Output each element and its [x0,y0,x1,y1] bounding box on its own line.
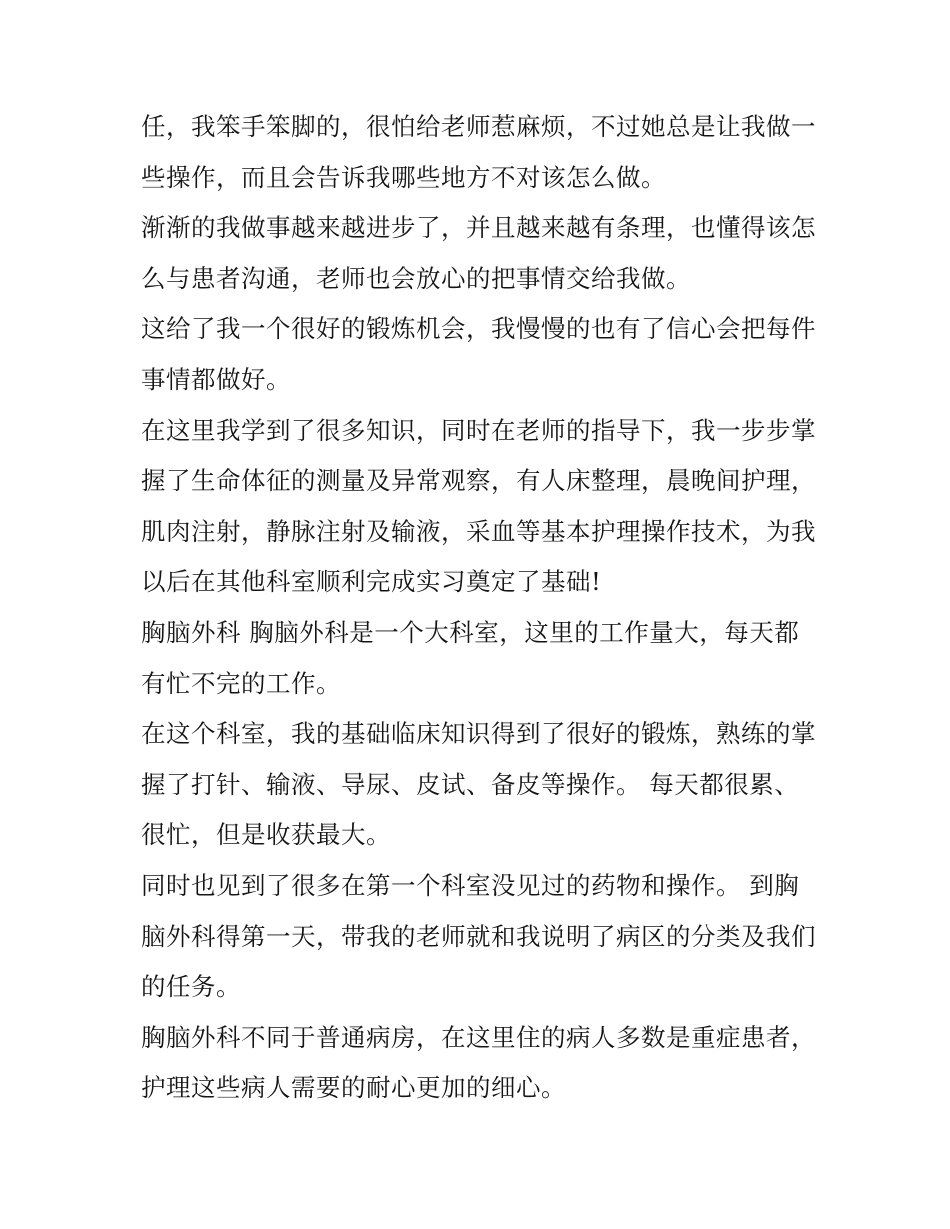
text-line: 胸脑外科不同于普通病房，在这里住的病人多数是重症患者， [141,1022,816,1052]
text-line: 同时也见到了很多在第一个科室没见过的药物和操作。 到胸 [141,870,800,900]
text-line: 事情都做好。 [141,364,291,394]
text-line: 的任务。 [141,972,241,1002]
text-line: 护理这些病人需要的耐心更加的细心。 [141,1073,566,1103]
text-line: 肌肉注射，静脉注射及输液，采血等基本护理操作技术，为我 [141,516,816,546]
text-line: 有忙不完的工作。 [141,668,341,698]
text-line: 在这个科室，我的基础临床知识得到了很好的锻炼，熟练的掌 [141,719,816,749]
document-body [141,102,821,1114]
text-line: 些操作，而且会告诉我哪些地方不对该怎么做。 [141,162,666,192]
text-line: 渐渐的我做事越来越进步了，并且越来越有条理，也懂得该怎 [141,213,816,243]
text-line: 么与患者沟通，老师也会放心的把事情交给我做。 [141,263,691,293]
text-line: 在这里我学到了很多知识，同时在老师的指导下，我一步步掌 [141,415,816,445]
text-line: 握了打针、输液、导尿、皮试、备皮等操作。 每天都很累、 [141,769,800,799]
text-line: 很忙，但是收获最大。 [141,820,391,850]
text-line: 脑外科得第一天，带我的老师就和我说明了病区的分类及我们 [141,921,816,951]
text-line: 任，我笨手笨脚的，很怕给老师惹麻烦，不过她总是让我做一 [141,112,816,141]
text-line: 握了生命体征的测量及异常观察，有人床整理，晨晚间护理， [141,466,816,496]
text-line: 这给了我一个很好的锻炼机会，我慢慢的也有了信心会把每件 [141,314,816,344]
text-line: 以后在其他科室顺利完成实习奠定了基础! [141,567,602,597]
text-line: 胸脑外科 胸脑外科是一个大科室，这里的工作量大，每天都 [141,617,800,647]
